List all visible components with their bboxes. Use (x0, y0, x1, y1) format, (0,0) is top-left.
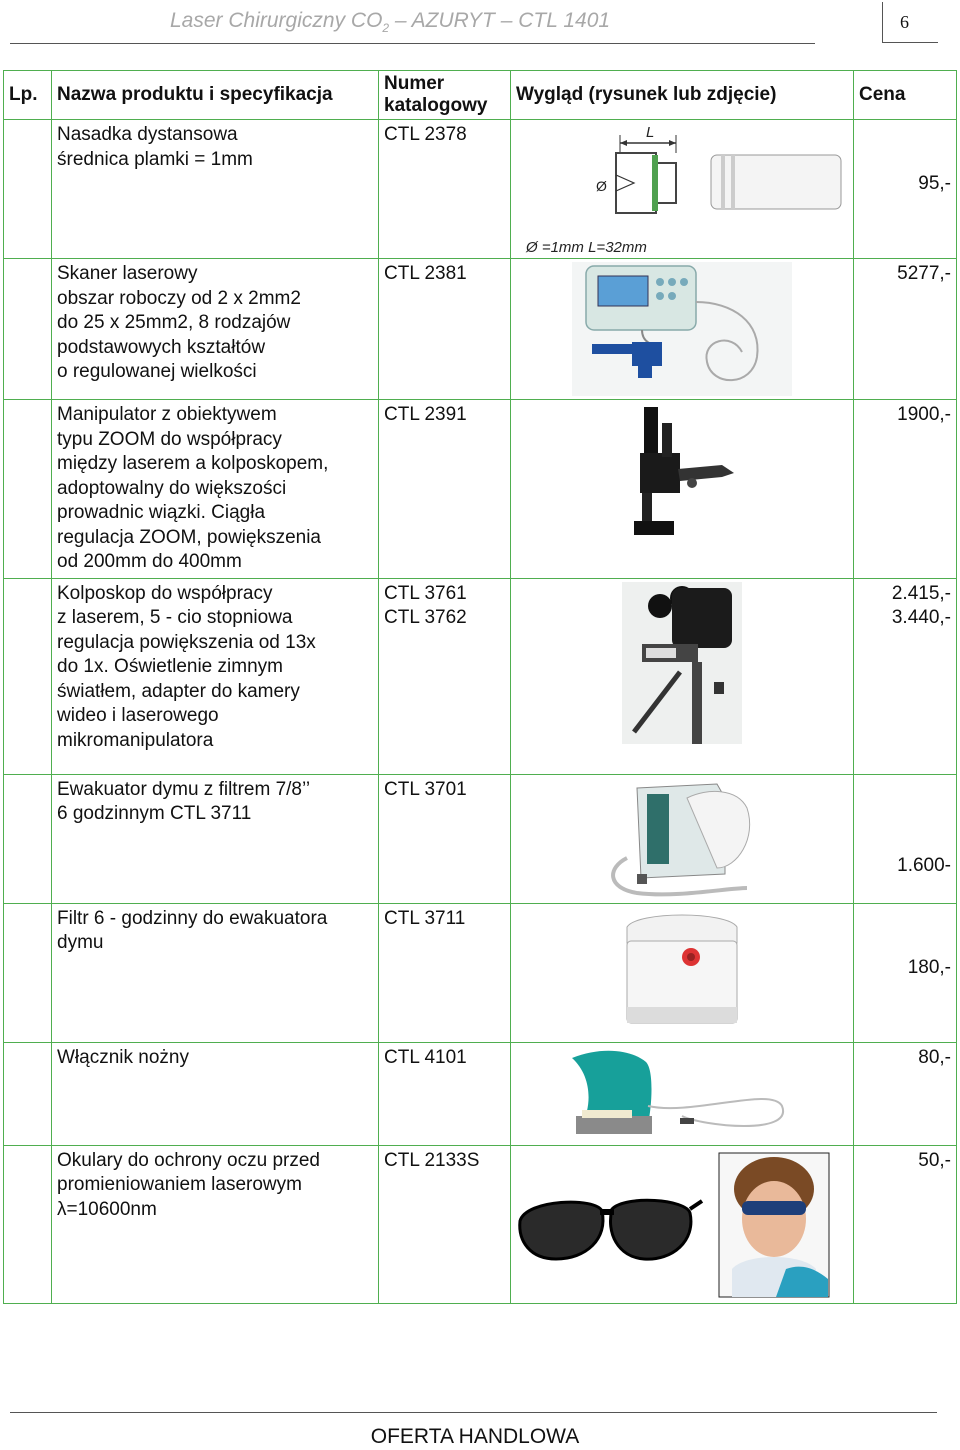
name-line: Skaner laserowy (57, 263, 198, 284)
header-price: Cena (854, 71, 957, 120)
image-cell (511, 578, 854, 774)
table-row (4, 774, 957, 903)
product-name-cell (52, 259, 379, 400)
name-line: regulacja powiększenia od 13x (57, 631, 316, 653)
distance-tip-drawing-icon (516, 123, 851, 255)
price-cell (854, 774, 957, 903)
price-cell (854, 259, 957, 400)
product-name-cell (52, 400, 379, 579)
lp-cell (4, 774, 52, 903)
name-line: Ewakuator dymu z filtrem 7/8’’ (57, 778, 311, 800)
catalog-number: CTL 2381 (384, 263, 467, 284)
product-table (3, 70, 957, 1304)
smoke-evacuator-photo-icon (607, 778, 757, 900)
catalog-number: CTL 3711 (384, 907, 466, 929)
price: 1.600- (897, 855, 951, 876)
lp-cell (4, 259, 52, 400)
document-title: Laser Chirurgiczny $CO_2$ – AZURYT – CTL 1401 (170, 9, 611, 36)
price: 1900,- (897, 404, 951, 425)
catalog-cell (379, 578, 511, 774)
page-number-box (882, 2, 938, 43)
name-line: Nasadka dystansowa (57, 124, 238, 145)
page-number: 6 (900, 12, 909, 32)
header-name: Nazwa produktu i specyfikacja (52, 71, 379, 120)
dimension-label: L (646, 124, 655, 141)
name-line: Manipulator z obiektywem (57, 404, 277, 425)
product-name-cell (52, 903, 379, 1042)
image-cell (511, 774, 854, 903)
product-name-cell (52, 774, 379, 903)
foot-switch-photo-icon (562, 1046, 802, 1142)
footer-text: OFERTA HANDLOWA (370, 1425, 580, 1448)
lp-cell (4, 903, 52, 1042)
price: 80,- (918, 1046, 951, 1068)
name-line: Włącznik nożny (57, 1046, 189, 1068)
catalog-number: CTL 4101 (384, 1046, 467, 1068)
name-line: podstawowych kształtów (57, 336, 266, 358)
catalog-cell (379, 1145, 511, 1303)
lp-cell (4, 1042, 52, 1145)
image-cell (511, 259, 854, 400)
drawing-caption: Ø =1mm L=32mm (526, 239, 647, 255)
name-line: między laserem a kolposkopem, (57, 453, 329, 474)
name-line: do 1x. Oświetlenie zimnym (57, 656, 283, 677)
image-cell (511, 120, 854, 259)
laser-scanner-photo-icon (572, 262, 792, 396)
price-cell (854, 400, 957, 579)
name-line: 6 godzinnym CTL 3711 (57, 803, 252, 824)
catalog-cell (379, 400, 511, 579)
price: 95,- (918, 173, 951, 194)
name-line: średnica plamki = 1mm (57, 148, 253, 170)
lp-cell (4, 1145, 52, 1303)
product-name-cell (52, 1145, 379, 1303)
catalog-cell (379, 774, 511, 903)
lp-cell (4, 120, 52, 259)
header-catalog: Numer katalogowy (379, 71, 511, 120)
price-cell (854, 1145, 957, 1303)
name-line: do 25 x 25mm2, 8 rodzajów (57, 312, 291, 333)
catalog-number: CTL 2133S (384, 1149, 480, 1171)
product-name-cell (52, 578, 379, 774)
catalog-number: CTL 2378 (384, 124, 467, 145)
name-line: typu ZOOM do współpracy (57, 428, 282, 450)
lp-cell (4, 400, 52, 579)
price: 2.415,- (891, 582, 951, 604)
price-cell (854, 903, 957, 1042)
price: 50,- (918, 1149, 951, 1171)
price-cell (854, 120, 957, 259)
name-line: dymu (57, 932, 104, 953)
header-divider (10, 43, 815, 44)
price: 180,- (907, 956, 951, 978)
table-row (4, 1145, 957, 1303)
catalog-cell (379, 120, 511, 259)
price: 3.440,- (891, 607, 951, 628)
catalog-number: CTL 2391 (384, 404, 467, 425)
product-name-cell (52, 120, 379, 259)
catalog-number: CTL 3701 (384, 778, 467, 800)
price-cell (854, 578, 957, 774)
table-header-row (4, 71, 957, 120)
footer-divider (10, 1412, 937, 1413)
name-line: adoptowalny do większości (57, 477, 287, 499)
name-line: obszar roboczy od 2 x 2mm2 (57, 287, 301, 309)
zoom-manipulator-photo-icon (622, 403, 742, 543)
image-cell (511, 1042, 854, 1145)
catalog-cell (379, 259, 511, 400)
name-line: wideo i laserowego (57, 705, 219, 726)
name-line: o regulowanej wielkości (57, 361, 257, 382)
image-cell (511, 400, 854, 579)
safety-goggles-photo-icon (516, 1149, 856, 1299)
image-cell (511, 903, 854, 1042)
colposcope-photo-icon (622, 582, 742, 744)
header-lp: Lp. (4, 71, 52, 120)
table-row (4, 400, 957, 579)
catalog-number: CTL 3762 (384, 607, 467, 628)
price: 5277,- (897, 263, 951, 284)
header-image: Wygląd (rysunek lub zdjęcie) (511, 71, 854, 120)
table-row (4, 1042, 957, 1145)
filter-photo-icon (617, 907, 747, 1037)
name-line: mikromanipulatora (57, 729, 214, 751)
name-line: λ=10600nm (57, 1198, 157, 1220)
name-line: z laserem, 5 - cio stopniowa (57, 607, 293, 628)
name-line: Kolposkop do współpracy (57, 582, 273, 604)
catalog-cell (379, 903, 511, 1042)
name-line: Okulary do ochrony oczu przed (57, 1149, 320, 1171)
table-row (4, 259, 957, 400)
lp-cell (4, 578, 52, 774)
table-row (4, 120, 957, 259)
image-cell (511, 1145, 854, 1303)
name-line: prowadnic wiązki. Ciągła (57, 502, 266, 523)
table-row (4, 903, 957, 1042)
price-cell (854, 1042, 957, 1145)
product-name-cell (52, 1042, 379, 1145)
name-line: od 200mm do 400mm (57, 551, 242, 572)
name-line: Filtr 6 - godzinny do ewakuatora (57, 907, 328, 929)
name-line: światłem, adapter do kamery (57, 680, 300, 702)
name-line: regulacja ZOOM, powiększenia (57, 526, 321, 548)
catalog-number: CTL 3761 (384, 582, 467, 604)
diameter-label: Ø (596, 178, 607, 194)
name-line: promieniowaniem laserowym (57, 1174, 302, 1195)
table-row (4, 578, 957, 774)
catalog-cell (379, 1042, 511, 1145)
